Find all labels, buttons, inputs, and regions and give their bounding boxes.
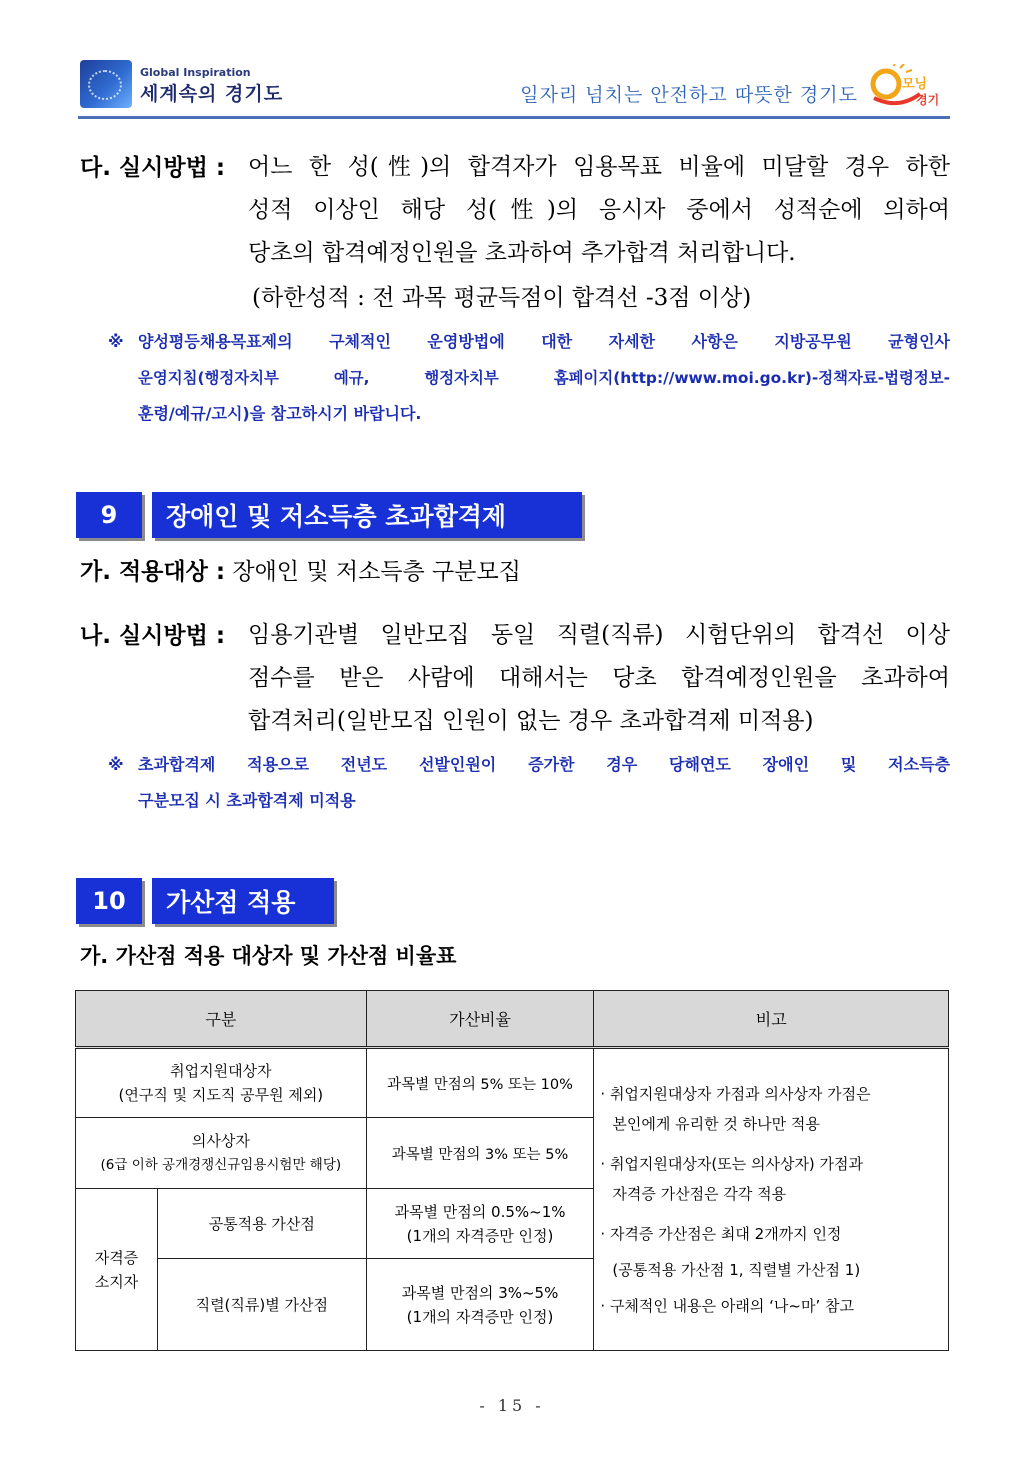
row-label-line: (6급 이하 공개경쟁신규임용시험만 해당)	[100, 1157, 342, 1173]
remark-line: · 자격증 가산점은 최대 2개까지 인정	[600, 1224, 842, 1243]
remark-line: · 취업지원대상자(또는 의사상자) 가점과	[600, 1154, 864, 1173]
row-common-bonus-label: 공통적용 가산점	[157, 1189, 366, 1259]
section-9-title: 장애인 및 저소득층 초과합격제	[152, 492, 582, 538]
section-9-note	[108, 748, 950, 820]
group-label-line: 자격증	[94, 1248, 139, 1267]
row-certificate-holder-group	[76, 1189, 158, 1351]
row-series-bonus-label: 직렬(직류)별 가산점	[157, 1259, 366, 1351]
section-9-number: 9	[76, 492, 142, 538]
good-morning-gyeonggi-logo-icon	[868, 64, 948, 110]
section-da-lead: 다. 실시방법 :	[80, 155, 226, 181]
reference-mark: ※	[108, 332, 124, 351]
section-10-number: 10	[76, 878, 142, 924]
table-row	[76, 1048, 949, 1118]
svg-text:모닝: 모닝	[902, 77, 928, 92]
gyeonggi-logo-icon	[80, 60, 132, 108]
section-da-note-line-1: 양성평등채용목표제의 구체적인 운영방법에 대한 자세한 사항은 지방공무원 균형인사	[138, 332, 950, 351]
section-da-note-line-3: 훈령/예규/고시)을 참고하시기 바랍니다.	[138, 404, 422, 423]
group-label-line: 소지자	[94, 1272, 139, 1291]
bonus-points-table	[75, 990, 949, 1351]
section-9-ga-text: 장애인 및 저소득층 구분모집	[232, 559, 521, 585]
section-9-na-lead: 나. 실시방법 :	[80, 623, 226, 649]
page-number: - 15 -	[479, 1396, 545, 1415]
row-injured-person-label	[76, 1118, 367, 1189]
row-label-line: (연구직 및 지도직 공무원 제외)	[118, 1086, 324, 1104]
section-9-note-line-1: 초과합격제 적용으로 전년도 선발인원이 증가한 경우 당해연도 장애인 및 저소득층	[138, 755, 950, 774]
header-slogan: 일자리 넘치는 안전하고 따뜻한 경기도	[520, 84, 858, 106]
rate-line: 과목별 만점의 3%~5%	[401, 1283, 559, 1302]
row-series-bonus-rate	[366, 1259, 594, 1351]
section-9-na-line-2: 점수를 받은 사람에 대해서는 당초 합격예정인원을 초과하여	[248, 665, 950, 691]
remark-line: · 구체적인 내용은 아래의 ‘나~마’ 참고	[600, 1296, 854, 1315]
logo-title: 세계속의 경기도	[140, 83, 284, 105]
section-9-note-line-2: 구분모집 시 초과합격제 미적용	[138, 791, 356, 810]
section-10-ga-heading: 가. 가산점 적용 대상자 및 가산점 비율표	[80, 944, 457, 968]
table-remarks	[594, 1048, 949, 1351]
table-header-category: 구분	[76, 991, 367, 1048]
remark-line: 본인에게 유리한 것 하나만 적용	[612, 1114, 820, 1133]
row-label-line: 취업지원대상자	[170, 1062, 272, 1080]
rate-line: (1개의 자격증만 인정)	[406, 1226, 554, 1245]
row-employment-support-rate: 과목별 만점의 5% 또는 10%	[366, 1048, 594, 1118]
remark-line: · 취업지원대상자 가점과 의사상자 가점은	[600, 1084, 871, 1103]
section-da-line-1: 어느 한 성(性)의 합격자가 임용목표 비율에 미달할 경우 하한	[248, 154, 950, 180]
rate-line: (1개의 자격증만 인정)	[406, 1307, 554, 1326]
section-10-title: 가산점 적용	[152, 878, 334, 924]
section-da-line-2: 성적 이상인 해당 성(性)의 응시자 중에서 성적순에 의하여	[248, 197, 950, 223]
logo-subtitle: Global Inspiration	[140, 66, 251, 79]
row-label-line: 의사상자	[191, 1132, 250, 1150]
row-common-bonus-rate	[366, 1189, 594, 1259]
header-divider	[78, 116, 950, 119]
reference-mark: ※	[108, 755, 124, 774]
table-header-row	[76, 991, 949, 1048]
section-9-ga-lead: 가. 적용대상 :	[80, 559, 226, 585]
section-da-note-line-2: 운영지침(행정자치부 예규, 행정자치부 홈페이지(http://www.moi.go.kr)-정책자료-법령정보-	[138, 369, 950, 387]
rate-line: 과목별 만점의 0.5%~1%	[394, 1202, 566, 1221]
row-employment-support-label	[76, 1048, 367, 1118]
section-9-ga	[80, 550, 521, 594]
table-header-rate: 가산비율	[366, 991, 594, 1048]
section-9-na-line-1: 임용기관별 일반모집 동일 직렬(직류) 시험단위의 합격선 이상	[248, 622, 950, 648]
section-da-threshold-note: (하한성적 : 전 과목 평균득점이 합격선 -3점 이상)	[252, 285, 752, 311]
remark-line: (공통적용 가산점 1, 직렬별 가산점 1)	[612, 1260, 861, 1279]
svg-text:경기: 경기	[916, 93, 940, 107]
section-da-line-3: 당초의 합격예정인원을 초과하여 추가합격 처리합니다.	[248, 240, 796, 266]
table-header-remarks: 비고	[594, 991, 949, 1048]
row-injured-person-rate: 과목별 만점의 3% 또는 5%	[366, 1118, 594, 1189]
page-header	[78, 56, 950, 118]
remark-line: 자격증 가산점은 각각 적용	[612, 1184, 787, 1203]
section-9-na-line-3: 합격처리(일반모집 인원이 없는 경우 초과합격제 미적용)	[248, 708, 814, 734]
section-da-note	[108, 325, 950, 435]
